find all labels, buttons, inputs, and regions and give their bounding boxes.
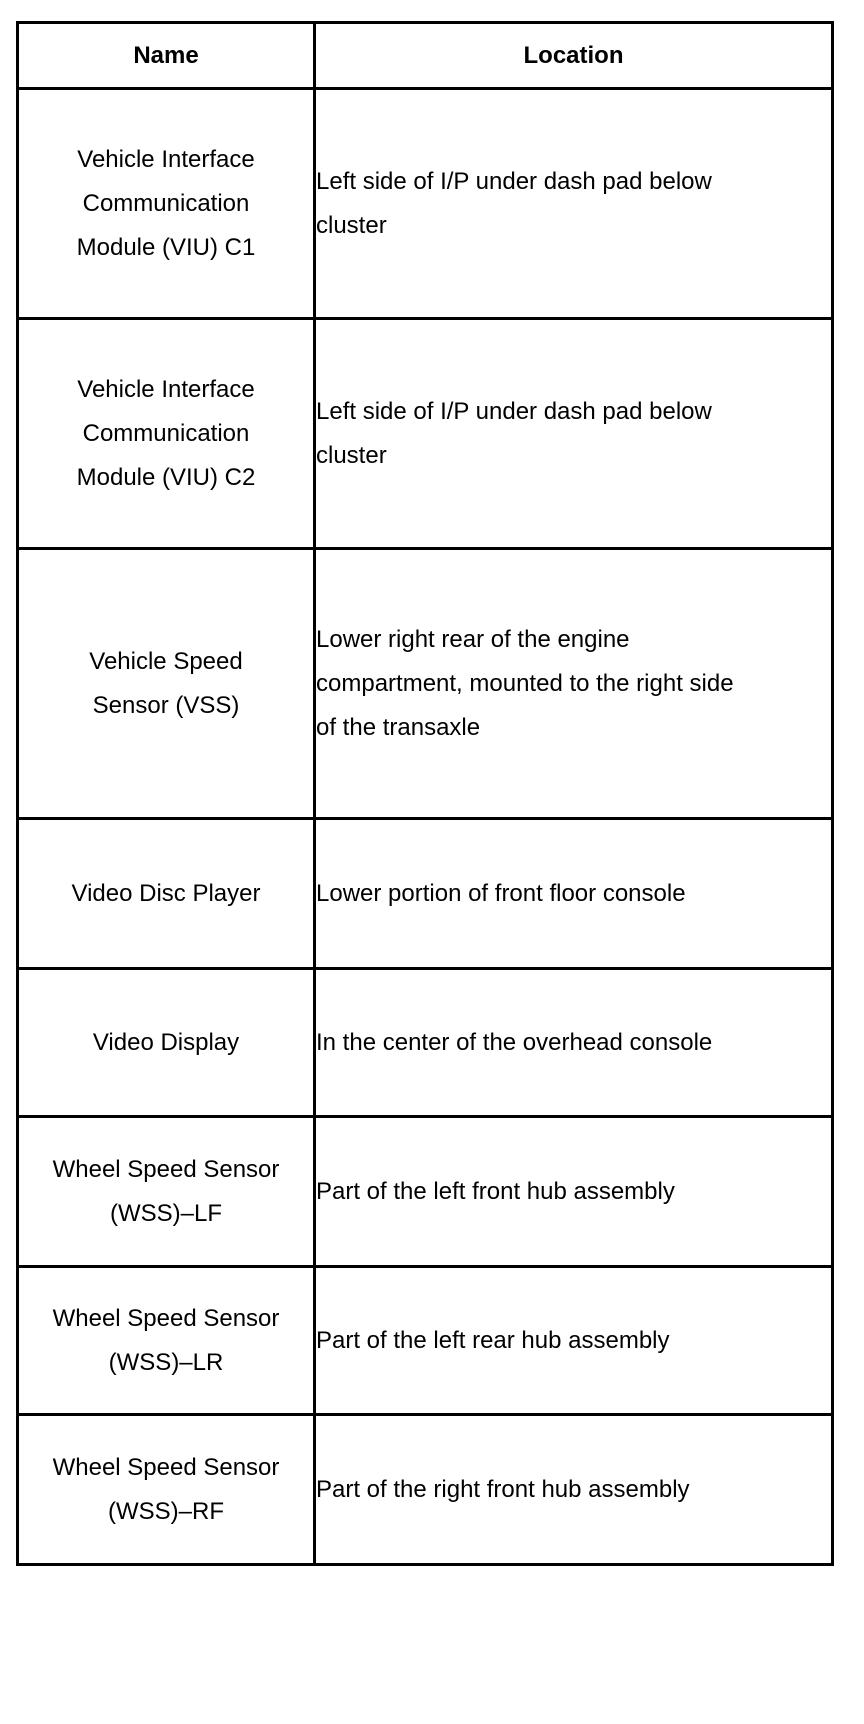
component-location: Lower portion of front floor console [316,879,686,907]
table-row [18,1117,833,1267]
name-cell [18,1267,315,1415]
component-location: Lower right rear of the engine compartment, mounted to the right side of the transaxle [316,625,734,741]
name-column-header: Name [18,23,315,89]
location-cell [315,319,833,549]
table-row [18,549,833,819]
table-row [18,969,833,1117]
component-name: Wheel Speed Sensor (WSS)–RF [52,1453,280,1525]
component-location: In the center of the overhead console [316,1028,713,1056]
location-cell [315,819,833,969]
table-row [18,89,833,319]
location-column-header: Location [315,23,833,89]
location-cell [315,1415,833,1565]
table-row [18,819,833,969]
component-location: Part of the left front hub assembly [316,1177,675,1205]
component-location: Left side of I/P under dash pad below cluster [316,167,712,239]
component-name: Vehicle Interface Communication Module (VIU) C2 [76,375,256,491]
name-cell [18,549,315,819]
table-header [18,23,833,89]
name-cell [18,319,315,549]
table-row [18,1415,833,1565]
component-name: Wheel Speed Sensor (WSS)–LR [52,1304,280,1376]
name-cell [18,89,315,319]
component-location: Part of the left rear hub assembly [316,1326,670,1354]
component-name: Video Display [92,1028,240,1056]
component-name: Vehicle Speed Sensor (VSS) [89,647,243,719]
header-row [18,23,833,89]
location-cell [315,1267,833,1415]
name-cell [18,1117,315,1267]
table-row [18,319,833,549]
location-cell [315,549,833,819]
location-cell [315,1117,833,1267]
component-name: Video Disc Player [71,879,261,907]
component-name: Vehicle Interface Communication Module (VIU) C1 [76,145,256,261]
table-row [18,1267,833,1415]
component-location: Left side of I/P under dash pad below cluster [316,397,712,469]
name-cell [18,819,315,969]
name-cell [18,1415,315,1565]
location-cell [315,969,833,1117]
location-cell [315,89,833,319]
table-body [18,89,833,1565]
name-cell [18,969,315,1117]
component-name: Wheel Speed Sensor (WSS)–LF [52,1155,280,1227]
component-location-table [16,21,834,1566]
component-location: Part of the right front hub assembly [316,1475,690,1503]
